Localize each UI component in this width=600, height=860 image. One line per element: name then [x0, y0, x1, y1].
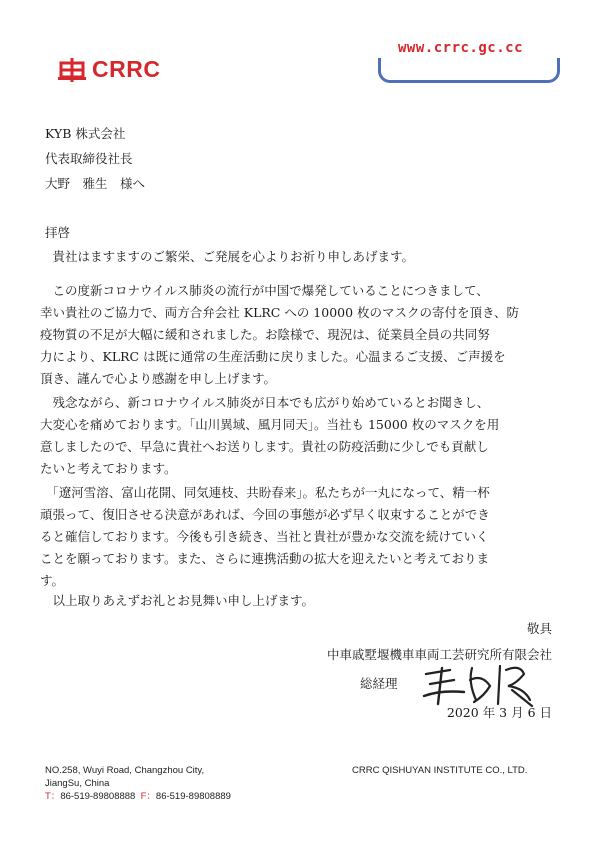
paragraph-line: ことを願っております。また、さらに連携活動の拡大を迎えたいと考えておりま — [40, 551, 490, 566]
paragraph-line: 「遼河雪溶、富山花開、同気連枝、共盼春来」。私たちが一丸になって、精一杯 — [40, 485, 490, 500]
logo-text: CRRC — [92, 56, 161, 82]
recipient-company: KYB 株式会社 — [45, 126, 126, 141]
paragraph-2 — [40, 280, 564, 390]
header-decor-band — [378, 58, 560, 83]
paragraph-line: 力により、KLRC は既に通常の生産活動に戻りました。心温まるご支援、ご声援を — [40, 349, 506, 364]
address-line: JiangSu, China — [45, 778, 110, 789]
paragraph-line: 貴社はますますのご繁栄、ご発展を心よりお祈り申しあげます。 — [40, 249, 415, 264]
paragraph-line: 頂き、謹んで心より感謝を申し上げます。 — [40, 371, 277, 386]
paragraph-line: 残念ながら、新コロナウイルス肺炎が日本でも広がり始めているとお聞きし、 — [40, 395, 490, 410]
closing-keigu: 敬具 — [526, 621, 552, 636]
fax-label: F： — [140, 791, 156, 802]
footer-institute: CRRC QISHUYAN INSTITUTE CO., LTD. — [352, 765, 528, 776]
paragraph-5 — [40, 590, 564, 612]
footer-address — [45, 764, 231, 803]
handwritten-signature — [420, 660, 540, 710]
tel-number: 86-519-89808888 — [60, 791, 136, 802]
paragraph-line: 疫物質の不足が大幅に緩和されました。お陰様で、現況は、従業員全員の共同努 — [40, 327, 490, 342]
paragraph-line: 大変心を痛めております。「山川異域、風月同天」。当社も 15000 枚のマスクを用 — [40, 417, 500, 432]
recipient-title: 代表取締役社長 — [45, 151, 133, 166]
letter-date: 2020 年 3 月 6 日 — [446, 705, 552, 720]
paragraph-line: 意しましたので、早急に貴社へお送りします。貴社の防疫活動に少しでも貢献し — [40, 439, 489, 454]
paragraph-4 — [40, 482, 564, 592]
address-line: NO.258, Wuyi Road, Changzhou City, — [45, 765, 205, 776]
paragraph-1 — [40, 246, 564, 268]
recipient-name: 大野 雅生 様へ — [45, 176, 146, 191]
tel-label: T： — [45, 791, 61, 802]
paragraph-line: 以上取りあえずお礼とお見舞い申し上げます。 — [40, 593, 315, 608]
crrc-logo — [58, 56, 160, 83]
sender-company: 中車戚墅堰機車車両工芸研究所有限会社 — [326, 647, 552, 662]
crrc-emblem-icon — [58, 58, 86, 82]
greeting: 拝啓 — [45, 225, 71, 240]
paragraph-line: たいと考えております。 — [40, 461, 177, 476]
paragraph-line: 頑張って、復旧させる決意があれば、今回の事態が必ず早く収束することができ — [40, 507, 490, 522]
sender-title: 総経理 — [360, 676, 398, 691]
contact-line — [45, 790, 231, 803]
paragraph-line: 幸い貴社のご協力で、両方合弁会社 KLRC への 10000 枚のマスクの寄付を頂き、防 — [40, 305, 520, 320]
paragraph-3 — [40, 392, 564, 480]
paragraph-line: この度新コロナウイルス肺炎の流行が中国で爆発していることにつきまして、 — [40, 283, 489, 298]
paragraph-line: す。 — [40, 573, 65, 588]
paragraph-line: ると確信しております。今後も引き続き、当社と貴社が豊かな交流を続けていく — [40, 529, 489, 544]
fax-number: 86-519-89808889 — [155, 791, 231, 802]
website-url: www.crrc.gc.cc — [398, 40, 524, 56]
